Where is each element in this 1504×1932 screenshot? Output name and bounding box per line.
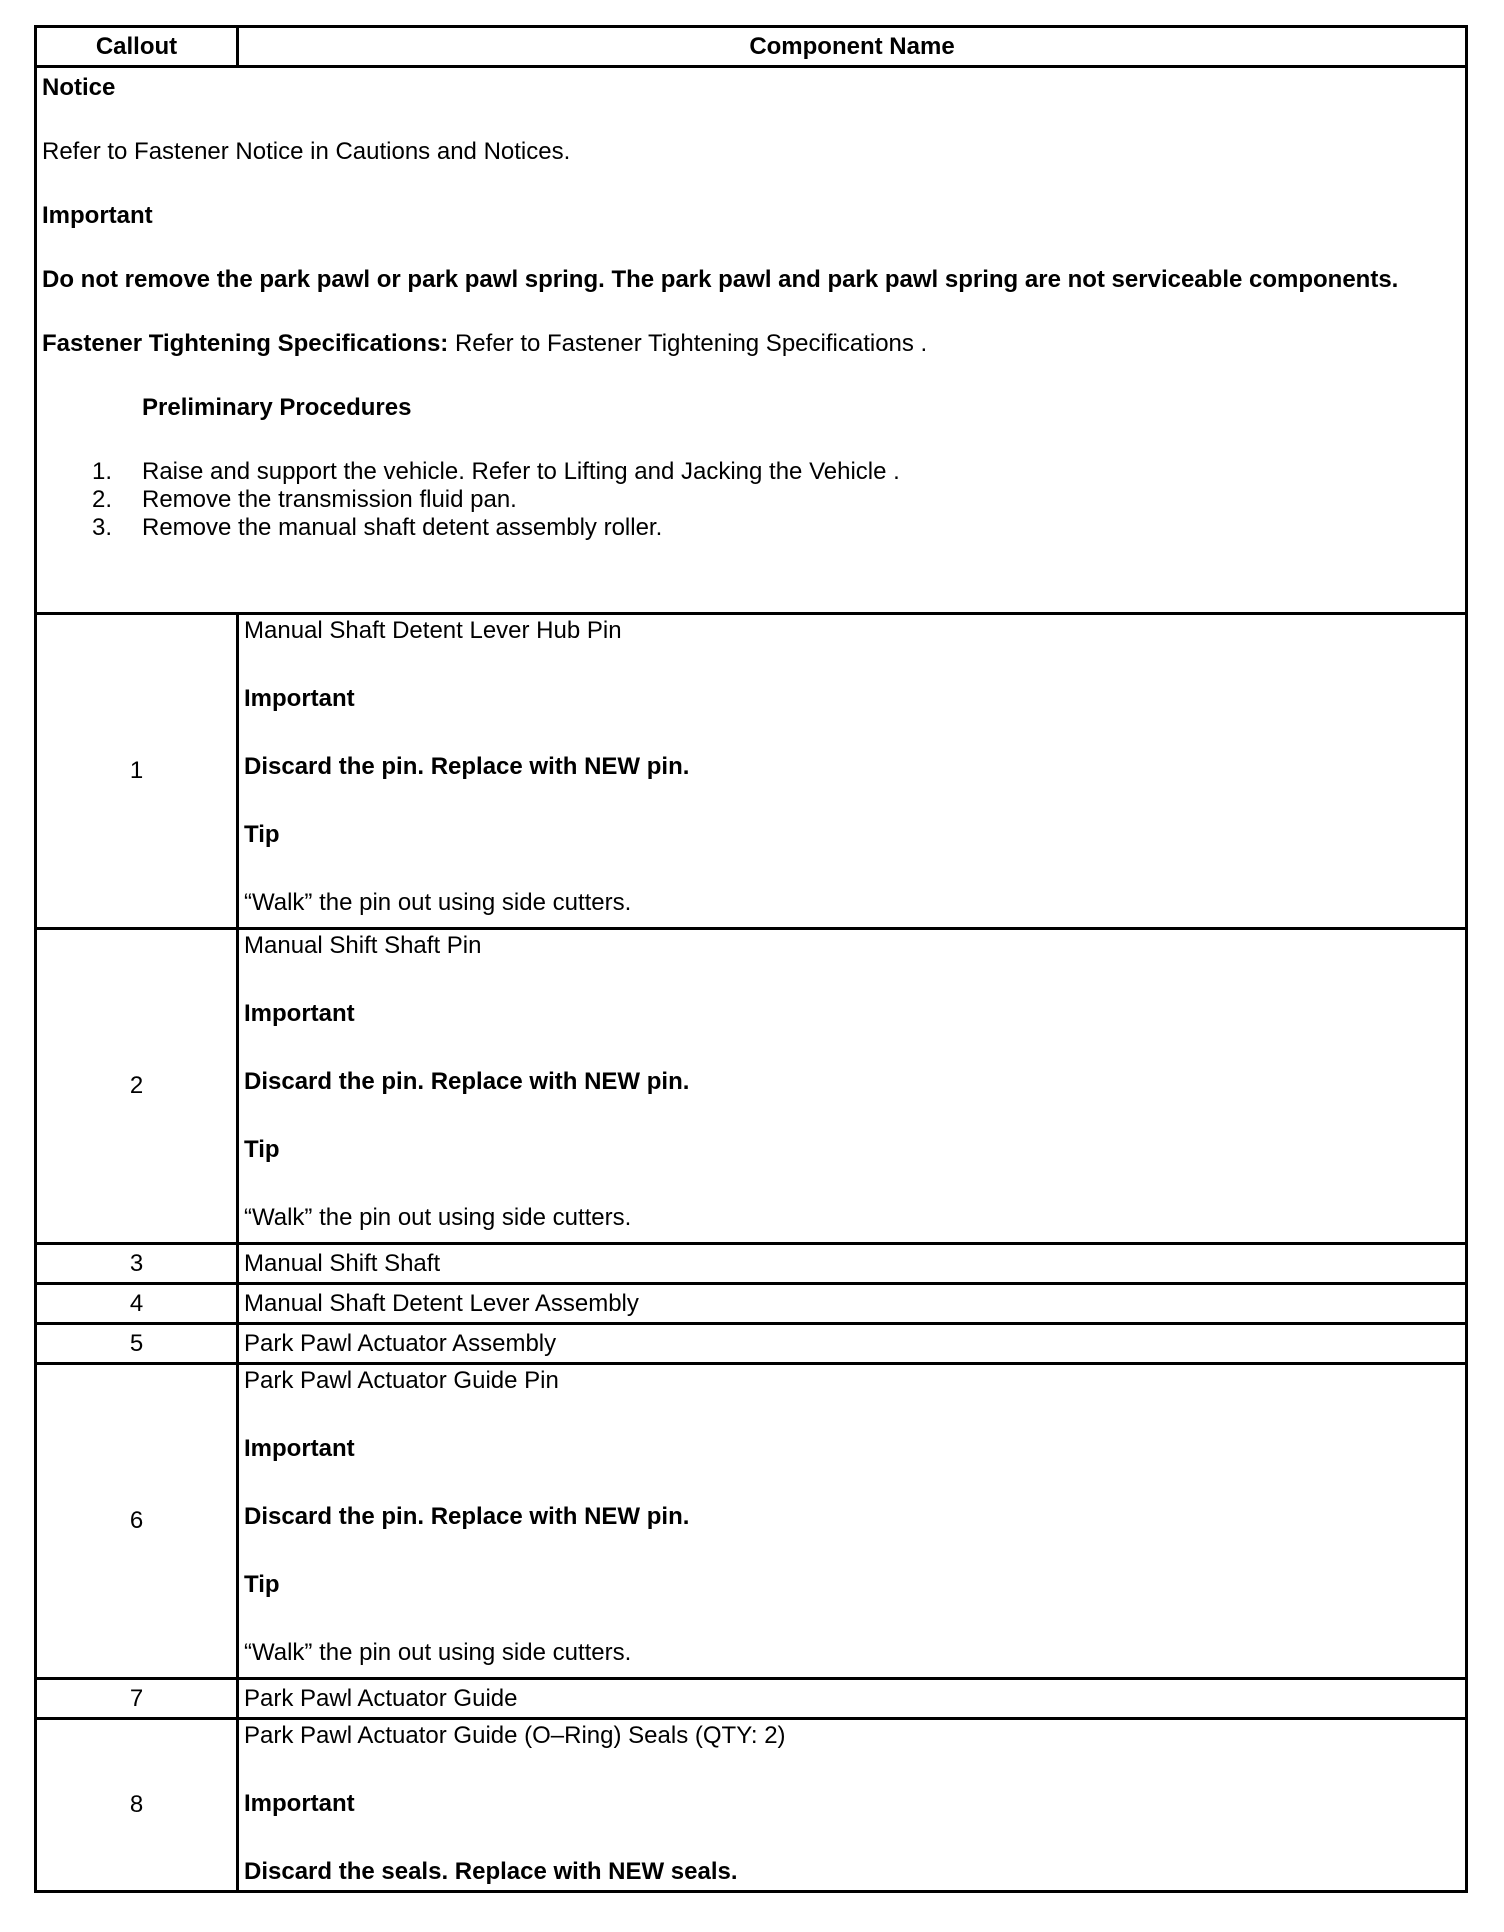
list-item — [42, 486, 1460, 514]
important-text: Discard the pin. Replace with NEW pin. — [244, 753, 690, 780]
notice-label: Notice — [42, 74, 116, 101]
component-name: Manual Shift Shaft — [238, 1244, 1467, 1284]
callout-number: 6 — [36, 1364, 238, 1679]
step-number: 1. — [91, 458, 112, 485]
preliminary-steps-list — [42, 458, 1460, 542]
step-text: Remove the transmission fluid pan. — [142, 486, 517, 513]
important-text: Discard the seals. Replace with NEW seals. — [244, 1858, 738, 1885]
component-name: Park Pawl Actuator Guide Pin — [244, 1367, 559, 1394]
component-name: Manual Shaft Detent Lever Assembly — [238, 1284, 1467, 1324]
component-table — [34, 25, 1468, 1893]
notice-row — [36, 67, 1467, 614]
spec-text: Refer to Fastener Tightening Specifications . — [448, 330, 928, 357]
tip-text: “Walk” the pin out using side cutters. — [244, 1639, 632, 1666]
step-text: Remove the manual shaft detent assembly roller. — [142, 514, 663, 541]
preliminary-procedures-title: Preliminary Procedures — [142, 394, 412, 421]
important-text: Discard the pin. Replace with NEW pin. — [244, 1068, 690, 1095]
spec-label: Fastener Tightening Specifications: — [42, 330, 449, 357]
table-row — [36, 1679, 1467, 1719]
component-name: Manual Shaft Detent Lever Hub Pin — [244, 617, 622, 644]
table-row — [36, 614, 1467, 929]
component-cell — [238, 614, 1467, 929]
table-row — [36, 1324, 1467, 1364]
fastener-spec — [42, 330, 1460, 358]
important-label: Important — [42, 202, 153, 229]
callout-number: 8 — [36, 1719, 238, 1892]
tip-text: “Walk” the pin out using side cutters. — [244, 889, 632, 916]
component-cell — [238, 1719, 1467, 1892]
table-row — [36, 929, 1467, 1244]
tip-text: “Walk” the pin out using side cutters. — [244, 1204, 632, 1231]
procedure-document — [34, 25, 1468, 1893]
component-name: Manual Shift Shaft Pin — [244, 932, 482, 959]
header-component-name: Component Name — [238, 27, 1467, 67]
callout-number: 4 — [36, 1284, 238, 1324]
component-name: Park Pawl Actuator Guide (O–Ring) Seals (QTY: 2) — [244, 1722, 786, 1749]
table-row — [36, 1284, 1467, 1324]
component-name: Park Pawl Actuator Guide — [238, 1679, 1467, 1719]
tip-label: Tip — [244, 1136, 280, 1163]
step-number: 2. — [91, 486, 112, 513]
callout-number: 2 — [36, 929, 238, 1244]
important-text: Do not remove the park pawl or park pawl spring. The park pawl and park pawl spring are not serviceable components. — [42, 266, 1399, 293]
step-number: 3. — [91, 514, 112, 541]
tip-label: Tip — [244, 821, 280, 848]
notice-cell — [36, 67, 1467, 614]
notice-text: Refer to Fastener Notice in Cautions and Notices. — [42, 138, 571, 165]
important-text: Discard the pin. Replace with NEW pin. — [244, 1503, 690, 1530]
component-cell — [238, 1364, 1467, 1679]
list-item — [42, 514, 1460, 542]
tip-label: Tip — [244, 1571, 280, 1598]
table-row — [36, 1364, 1467, 1679]
callout-number: 1 — [36, 614, 238, 929]
important-label: Important — [244, 1000, 355, 1027]
table-row — [36, 1244, 1467, 1284]
header-callout: Callout — [36, 27, 238, 67]
component-cell — [238, 929, 1467, 1244]
component-name: Park Pawl Actuator Assembly — [238, 1324, 1467, 1364]
callout-number: 3 — [36, 1244, 238, 1284]
step-text: Raise and support the vehicle. Refer to Lifting and Jacking the Vehicle . — [142, 458, 900, 485]
important-label: Important — [244, 1790, 355, 1817]
table-row — [36, 1719, 1467, 1892]
callout-number: 5 — [36, 1324, 238, 1364]
callout-number: 7 — [36, 1679, 238, 1719]
table-header-row — [36, 27, 1467, 67]
important-label: Important — [244, 685, 355, 712]
important-label: Important — [244, 1435, 355, 1462]
list-item — [42, 458, 1460, 486]
